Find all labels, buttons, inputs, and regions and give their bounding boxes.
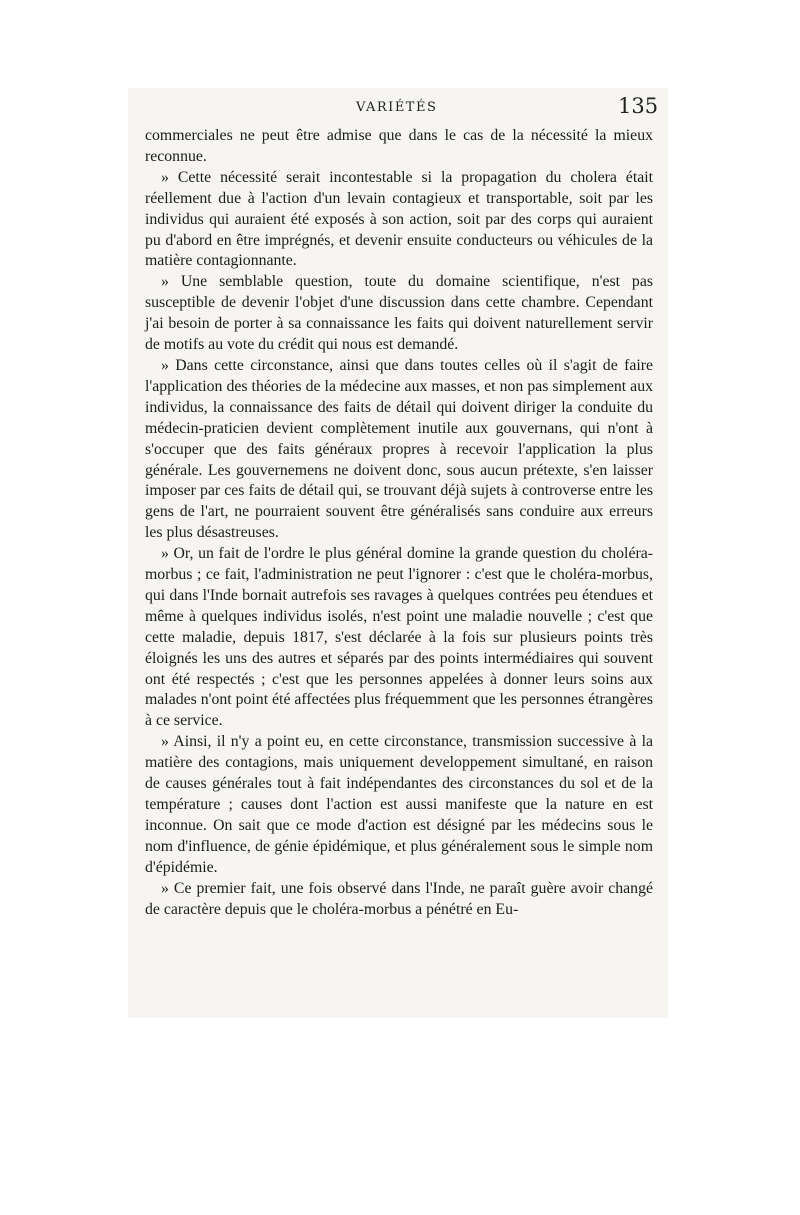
paragraph: » Ainsi, il n'y a point eu, en cette circonstance, transmission successive à la matière des contagions, mais uniquement developpement simultané, en raison de causes générales tout à fait indépendantes des circonstances du sol et de la température ; causes dont l'action est aussi manifeste que la nature en est inconnue. On sait que ce mode d'action est désigné par les médecins sous le nom d'influence, de génie épidémique, et plus généralement sous le simple nom d'épidémie. (145, 733, 653, 876)
page-number: 135 (618, 94, 659, 118)
paragraph: » Ce premier fait, une fois observé dans l'Inde, ne paraît guère avoir changé de caractère depuis que le choléra-morbus a pénétré en Eu- (145, 879, 653, 918)
running-title: VARIÉTÉS (356, 100, 438, 115)
running-header (128, 96, 668, 126)
paragraph: » Cette nécessité serait incontestable si la propagation du cholera était réellement due à l'action d'un levain contagieux et transportable, soit par les individus qui auraient été exposés à son action, soit par des corps qui auraient pu d'abord en être imprégnés, et devenir ensuite conducteurs ou véhicules de la matière contagionnante. (145, 168, 653, 270)
paragraph: » Une semblable question, toute du domaine scientifique, n'est pas susceptible de devenir l'objet d'une discussion dans cette chambre. Cependant j'ai besoin de porter à sa connaissance les faits qui doivent naturellement servir de motifs au vote du crédit qui nous est demandé. (145, 273, 653, 354)
paragraph: commerciales ne peut être admise que dans le cas de la nécessité la mieux reconnue. (145, 127, 653, 165)
body-text (145, 126, 653, 920)
paragraph: » Or, un fait de l'ordre le plus général domine la grande question du choléra-morbus ; ce fait, l'administration ne peut l'ignorer : c'est que le choléra-morbus, qui dans l'Inde bornait autrefois ses ravages à quelques contrées peu étendues et même à quelques individus isolés, n'est point une maladie nouvelle ; c'est que cette maladie, depuis 1817, s'est déclarée à la fois sur plusieurs points très éloignés les uns des autres et séparés par des points intermédiaires qui souvent ont été respectés ; c'est que les personnes appelées à donner leurs soins aux malades n'ont point été affectées plus fréquemment que les personnes étrangères à ce service. (145, 545, 653, 730)
paragraph: » Dans cette circonstance, ainsi que dans toutes celles où il s'agit de faire l'application des théories de la médecine aux masses, et non pas simplement aux individus, la connaissance des faits de détail qui doivent diriger la conduite du médecin-praticien devient complètement inutile aux gouvernans, qui n'ont à s'occuper que des faits généraux propres à recevoir l'application la plus générale. Les gouvernemens ne doivent donc, sous aucun prétexte, s'en laisser imposer par ces faits de détail qui, se trouvant déjà sujets à controverse entre les gens de l'art, ne pourraient souvent être généralisés sans conduire aux erreurs les plus désastreuses. (145, 356, 653, 542)
